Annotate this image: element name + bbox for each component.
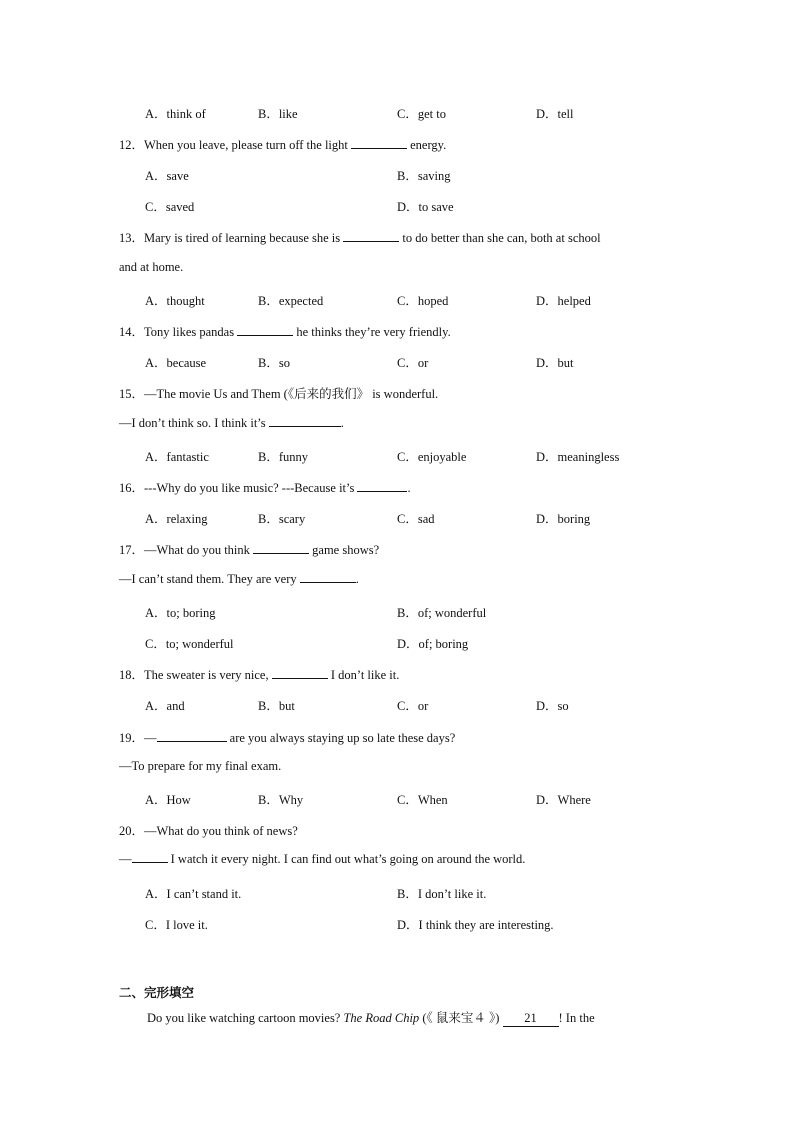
q13-option-d: D．helped [536, 294, 591, 308]
q14-option-d: D．but [536, 356, 574, 370]
q19-option-a: A．How [145, 793, 191, 807]
q19-stem-text: 19．— [119, 731, 157, 745]
q11-option-d: D．tell [536, 107, 574, 121]
q15-stem: 15．—The movie Us and Them (《后来的我们》 is wonderful. [119, 387, 439, 401]
q16-option-a: A．relaxing [145, 512, 208, 526]
q14-stem [119, 322, 451, 340]
answer-blank [132, 852, 168, 863]
q16-option-d: D．boring [536, 512, 591, 526]
q18-option-a: A．and [145, 699, 185, 713]
answer-blank [272, 668, 328, 679]
q14-stem-text: 14．Tony likes pandas [119, 325, 235, 339]
q12-stem-end: energy. [410, 138, 447, 152]
q16-stem-text: 16．---Why do you like music? ---Because it’s [119, 481, 355, 495]
q15-option-a: A．fantastic [145, 450, 209, 464]
answer-blank [237, 325, 293, 336]
q15-option-d: D．meaningless [536, 450, 620, 464]
q20-option-b: B．I don’t like it. [397, 887, 487, 901]
q19-option-d: D．Where [536, 793, 591, 807]
q20-option-c: C．I love it. [145, 918, 208, 932]
section-title: 二、完形填空 [119, 985, 195, 1000]
q18-option-d: D．so [536, 699, 569, 713]
q12-stem-text: 12．When you leave, please turn off the light [119, 138, 348, 152]
q15-option-c: C．enjoyable [397, 450, 467, 464]
q15-reply-text: —I don’t think so. I think it’s [119, 416, 266, 430]
q17-stem-line2 [119, 572, 359, 587]
q20-stem: 20．—What do you think of news? [119, 824, 298, 838]
q17-option-d: D．of; boring [397, 637, 469, 651]
q19-option-b: B．Why [258, 793, 304, 807]
q15-option-b: B．funny [258, 450, 309, 464]
q18-stem-end: I don’t like it. [330, 668, 400, 682]
q12-option-a: A．save [145, 169, 189, 183]
q13-stem [119, 228, 601, 246]
answer-blank [351, 138, 407, 149]
q17-reply-text: —I can’t stand them. They are very [119, 572, 297, 586]
movie-title: The Road Chip [343, 1011, 420, 1025]
q15-reply-end: . [340, 416, 344, 430]
q16-option-b: B．scary [258, 512, 306, 526]
q20-reply-end: I watch it every night. I can find out what’s going on around the world. [170, 852, 526, 866]
q19-option-c: C．When [397, 793, 448, 807]
q17-stem [119, 540, 379, 558]
q11-option-b: B．like [258, 107, 298, 121]
q14-option-c: C．or [397, 356, 429, 370]
q12-option-d: D．to save [397, 200, 454, 214]
q16-stem-end: . [407, 481, 411, 495]
q19-stem-line2: —To prepare for my final exam. [119, 759, 282, 773]
q13-stem-text: 13．Mary is tired of learning because she is [119, 231, 341, 245]
q13-stem-line2: and at home. [119, 260, 184, 274]
q20-stem-line2 [119, 852, 525, 867]
q19-stem-end: are you always staying up so late these days? [229, 731, 456, 745]
q14-option-a: A．because [145, 356, 207, 370]
q18-stem-text: 18．The sweater is very nice, [119, 668, 269, 682]
q19-stem [119, 728, 455, 746]
q14-stem-end: he thinks they’re very friendly. [296, 325, 451, 339]
q17-option-a: A．to; boring [145, 606, 216, 620]
answer-blank [300, 572, 356, 583]
q17-option-b: B．of; wonderful [397, 606, 487, 620]
movie-chinese-title: (《 鼠来宝４ 》) [422, 1011, 500, 1025]
q13-option-a: A．thought [145, 294, 205, 308]
q17-stem-text: 17．—What do you think [119, 543, 250, 557]
cloze-blank-21: 21 [503, 1011, 559, 1027]
passage-text-end: ! In the [558, 1011, 595, 1025]
q20-option-d: D．I think they are interesting. [397, 918, 554, 932]
q13-option-b: B．expected [258, 294, 324, 308]
q11-option-a: A．think of [145, 107, 206, 121]
passage-text: Do you like watching cartoon movies? [147, 1011, 341, 1025]
q14-option-b: B．so [258, 356, 290, 370]
q20-option-a: A．I can’t stand it. [145, 887, 242, 901]
q15-stem-line2 [119, 416, 344, 431]
q12-option-b: B．saving [397, 169, 451, 183]
q18-option-c: C．or [397, 699, 429, 713]
q16-stem [119, 478, 411, 496]
q16-option-c: C．sad [397, 512, 435, 526]
answer-blank [269, 416, 341, 427]
answer-blank [253, 543, 309, 554]
q18-stem [119, 665, 399, 683]
q17-option-c: C．to; wonderful [145, 637, 234, 651]
q11-option-c: C．get to [397, 107, 446, 121]
q12-option-c: C．saved [145, 200, 195, 214]
cloze-passage [147, 1008, 595, 1027]
q17-stem-end: game shows? [312, 543, 380, 557]
answer-blank [357, 481, 407, 492]
q17-reply-end: . [355, 572, 359, 586]
q13-stem-end: to do better than she can, both at school [402, 231, 601, 245]
q18-option-b: B．but [258, 699, 295, 713]
q13-option-c: C．hoped [397, 294, 449, 308]
answer-blank [157, 731, 227, 742]
q12-stem [119, 135, 446, 153]
q20-reply-text: — [119, 852, 132, 866]
answer-blank [343, 231, 399, 242]
